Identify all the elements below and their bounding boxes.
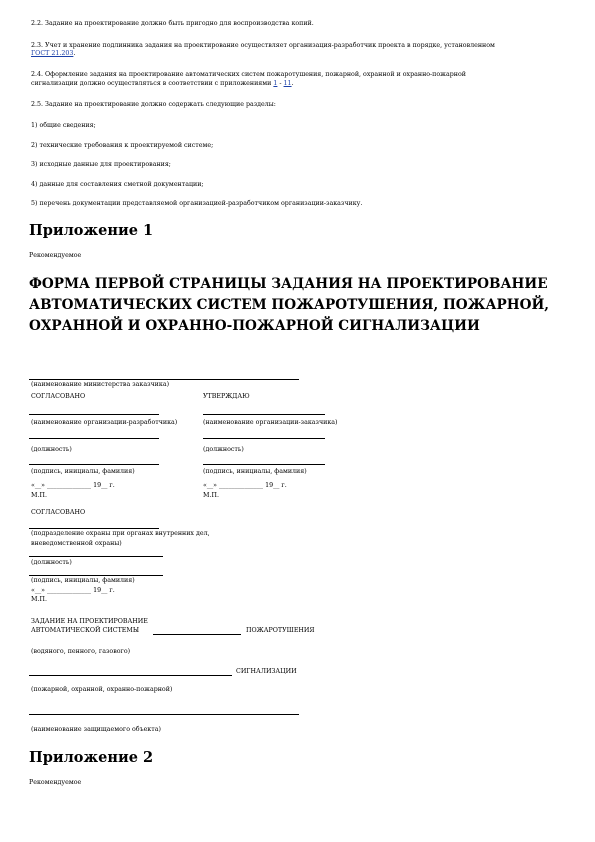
dev-org-caption: (наименование организации-разработчика) [31,419,178,426]
signature-caption: (подпись, инициалы, фамилия) [31,468,135,475]
cust-org-caption: (наименование организации-заказчика) [203,419,338,426]
paragraph-2-4-end: . [291,80,294,87]
task-title-2: АВТОМАТИЧЕСКОЙ СИСТЕМЫ [31,627,140,634]
ministry-line [29,379,299,380]
paragraph-2-4-cont [31,80,294,88]
ministry-caption: (наименование министерства заказчика) [31,381,170,388]
task-title-1: ЗАДАНИЕ НА ПРОЕКТИРОВАНИЕ [31,618,148,625]
position-caption-2: (должность) [31,559,72,566]
signal-types-caption: (пожарной, охранной, охранно-пожарной) [31,686,173,693]
section-item: 2) технические требования к проектируемой системе; [31,142,214,149]
paragraph-2-3 [31,42,495,50]
stamp-label: М.П. [31,492,47,499]
section-item: 5) перечень документации представляемой организацией-разработчиком организации-заказчику. [31,200,363,207]
date-field: «__» ______________ 19__ г. [31,482,115,489]
signature-line [29,464,159,465]
paragraph-2-3-text: 2.3. Учет и хранение подлинника задания на проектирование осуществляет организация-разработчик проекта в порядке, установленном [31,42,495,49]
signaling-label: СИГНАЛИЗАЦИИ [236,668,297,675]
object-line [29,714,299,715]
stamp-label: М.П. [203,492,219,499]
paragraph-2-4: 2.4. Оформление задания на проектирование автоматических систем пожаротушения, пожарной, охранной и охранно-пожарной [31,71,466,78]
range-separator: - [277,80,284,87]
section-item: 3) исходные данные для проектирования; [31,161,171,168]
signaling-type-line [29,675,232,676]
approve-label: УТВЕРЖДАЮ [203,393,250,400]
object-caption: (наименование защищаемого объекта) [31,726,161,733]
form-title: ФОРМА ПЕРВОЙ СТРАНИЦЫ ЗАДАНИЯ НА ПРОЕКТИРОВАНИЕ АВТОМАТИЧЕСКИХ СИСТЕМ ПОЖАРОТУШЕНИЯ, ПОЖАРНОЙ, ОХРАННОЙ И ОХРАННО-ПОЖАРНОЙ СИГНАЛИЗАЦИИ [29,276,550,334]
paragraph-2-2: 2.2. Задание на проектирование должно быть пригодно для воспроизводства копий. [31,20,314,27]
dev-org-line [29,414,159,415]
fire-dept-caption-2: вневедомственной охраны) [31,540,122,547]
signature-caption: (подпись, инициалы, фамилия) [203,468,307,475]
appendix-2-note: Рекомендуемое [29,779,82,786]
section-item: 1) общие сведения; [31,122,96,129]
agreed-label: СОГЛАСОВАНО [31,393,86,400]
system-type-line [153,634,241,635]
gost-21-203-link[interactable]: ГОСТ 21.203 [31,50,74,57]
fire-dept-caption-1: (подразделение охраны при органах внутренних дел, [31,530,210,537]
agreed-label-2: СОГЛАСОВАНО [31,509,86,516]
date-field: «__» ______________ 19__ г. [203,482,287,489]
appendix-1-note: Рекомендуемое [29,252,82,259]
paragraph-2-3-cont [31,50,75,58]
signature-line-2 [29,575,163,576]
signature-line [203,464,325,465]
stamp-label-2: М.П. [31,596,47,603]
paragraph-2-4-text: сигнализации должно осуществляться в соответствии с приложениями [31,80,272,87]
paragraph-2-5: 2.5. Задание на проектирование должно содержать следующие разделы: [31,101,276,108]
position-line-2 [29,556,163,557]
position-line [29,438,159,439]
task-title-extinguish: ПОЖАРОТУШЕНИЯ [246,627,315,634]
appendix-1-heading: Приложение 1 [29,222,154,239]
cust-org-line [203,414,325,415]
section-item: 4) данные для составления сметной документации; [31,181,204,188]
appendix-11-link[interactable]: 11 [283,80,292,87]
position-caption: (должность) [31,446,72,453]
extinguish-types-caption: (водяного, пенного, газового) [31,648,131,655]
paragraph-2-3-end: . [73,50,76,57]
position-line [203,438,325,439]
position-caption: (должность) [203,446,244,453]
signature-caption-2: (подпись, инициалы, фамилия) [31,577,135,584]
appendix-1-link[interactable]: 1 [273,80,278,87]
fire-dept-line [29,528,159,529]
date-field-2: «__» ______________ 19__ г. [31,587,115,594]
appendix-2-heading: Приложение 2 [29,749,154,766]
